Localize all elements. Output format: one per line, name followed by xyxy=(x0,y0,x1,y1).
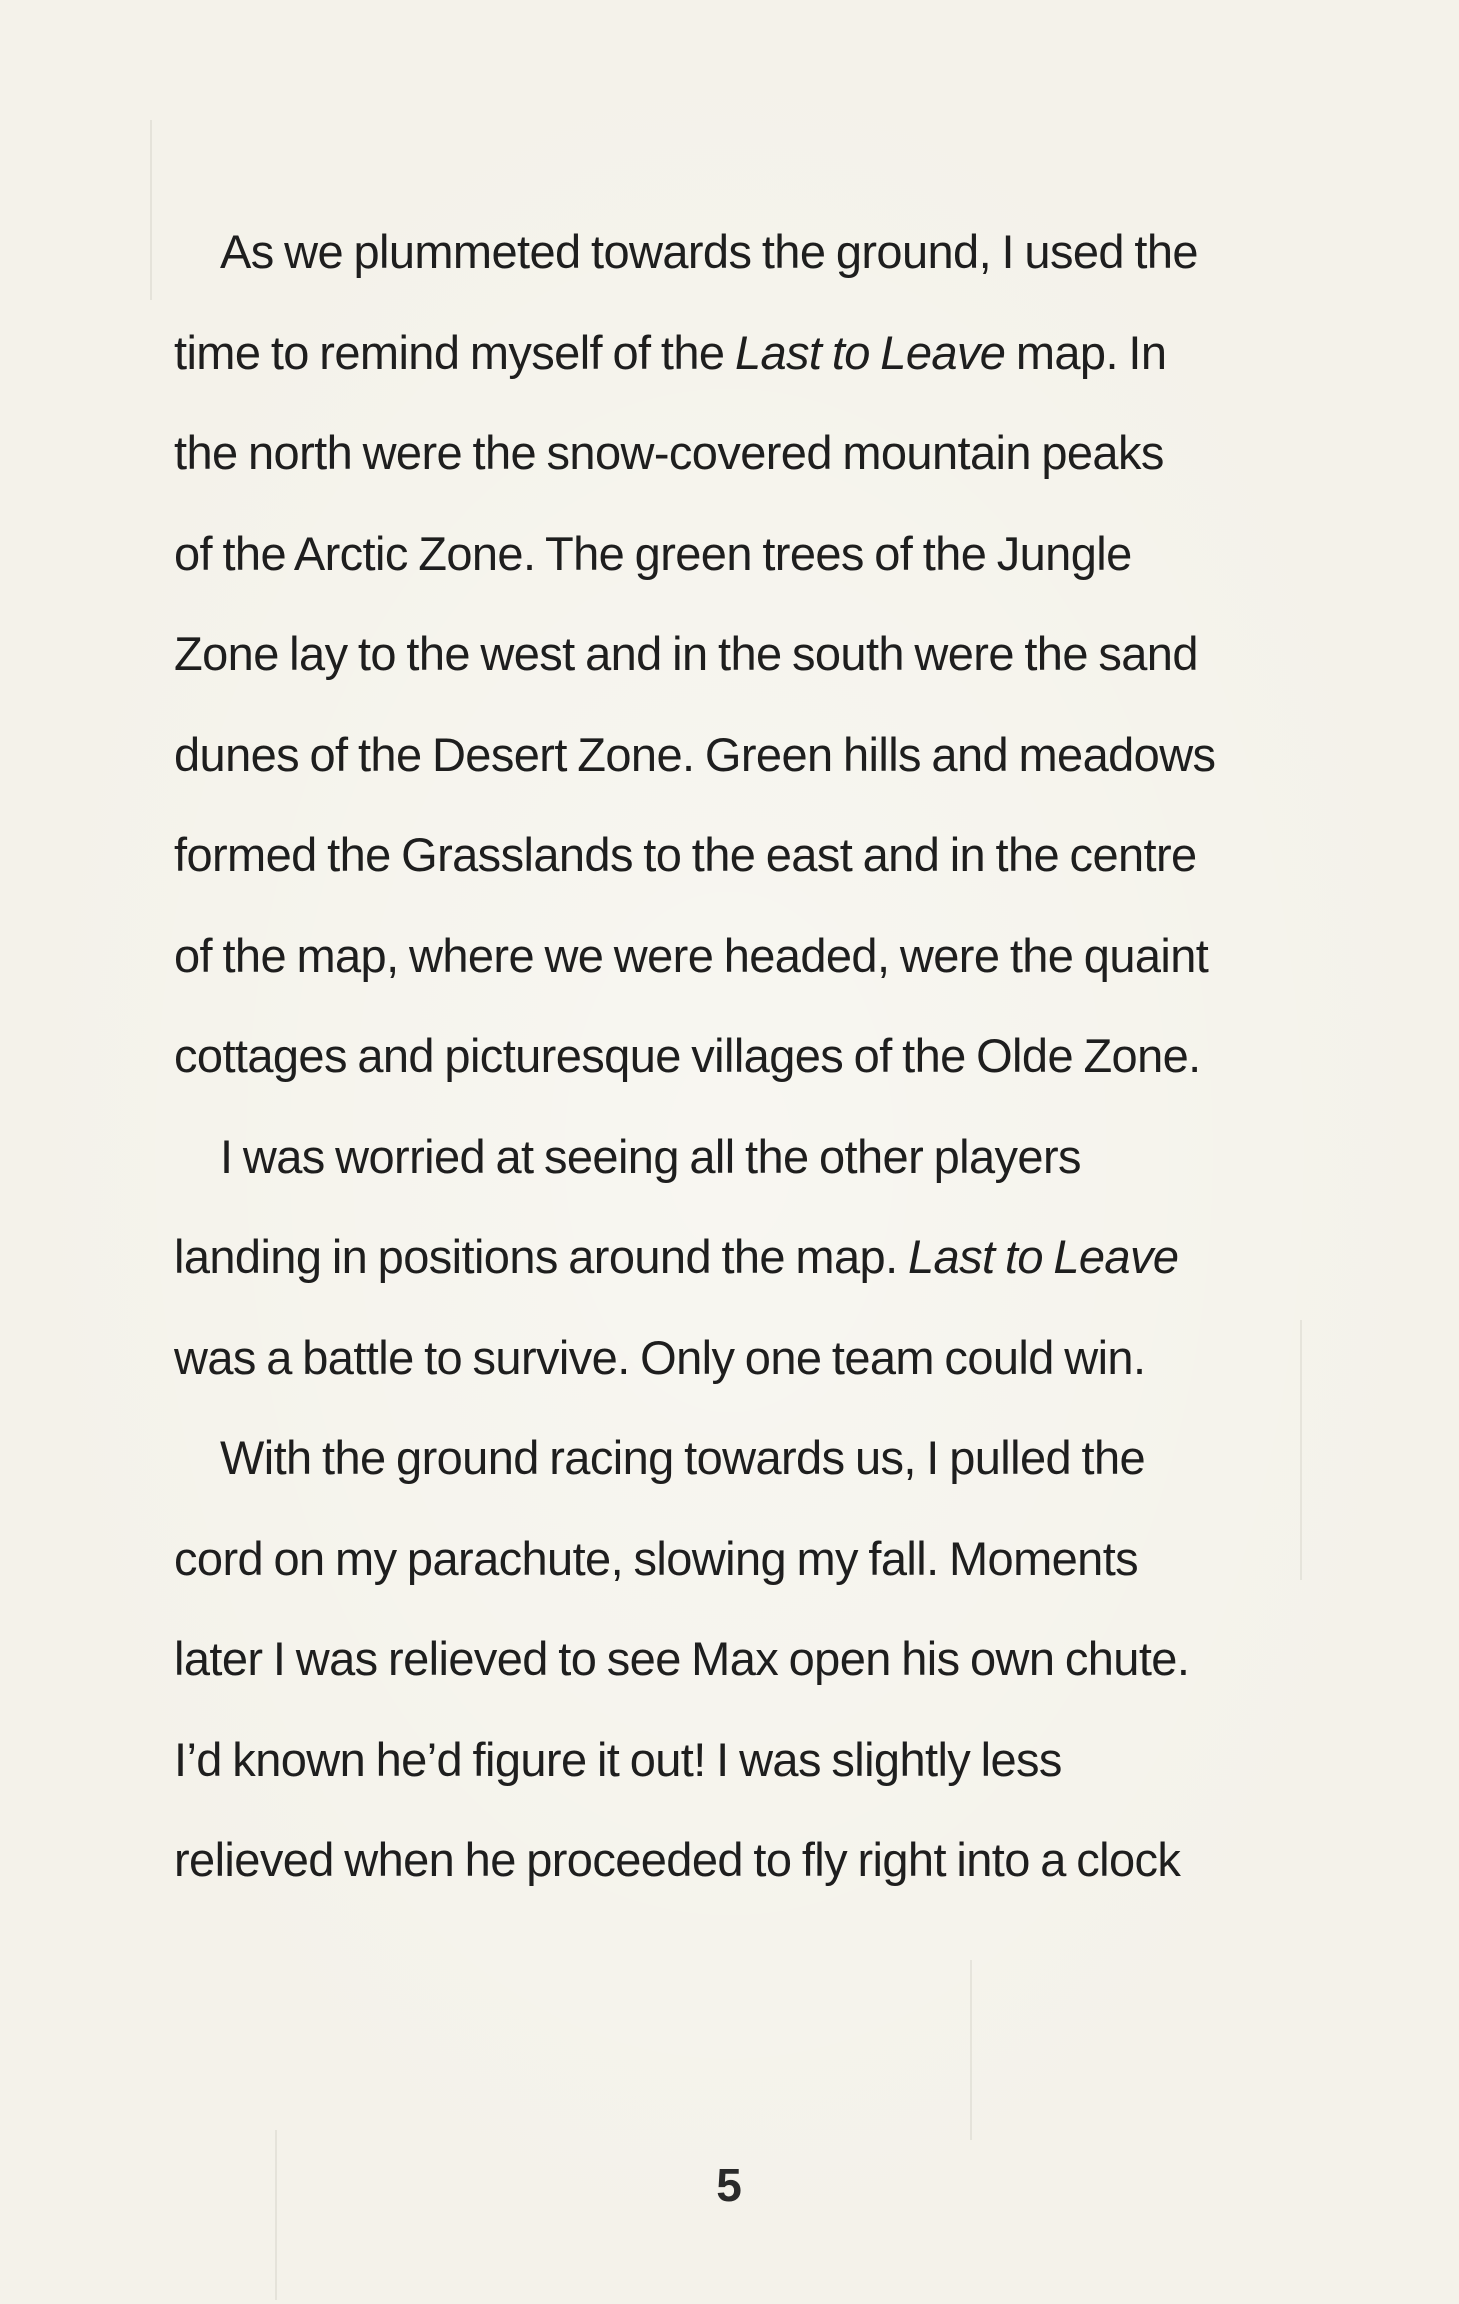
text-run: time to remind myself of the xyxy=(174,325,735,379)
scan-mark xyxy=(275,2130,277,2300)
text-run: cord on my parachute, slowing my fall. Moments xyxy=(174,1531,1139,1585)
scan-mark xyxy=(150,120,152,300)
paragraph-line xyxy=(174,1525,1314,1626)
page-number: 5 xyxy=(716,2159,743,2211)
text-run: map. In xyxy=(1005,325,1167,379)
text-run: the north were the snow-covered mountain peaks xyxy=(174,426,1164,479)
book-title-italic: Last to Leave xyxy=(734,325,1006,379)
paragraph-line xyxy=(174,1726,1314,1827)
paragraph-line xyxy=(174,620,1314,721)
text-run: With the ground racing towards us, I pulled the xyxy=(220,1431,1146,1484)
paragraph-line xyxy=(174,922,1314,1023)
text-run: later I was relieved to see Max open his own chute. xyxy=(174,1632,1190,1685)
text-run: I was worried at seeing all the other players xyxy=(220,1129,1081,1183)
paragraph-first-line xyxy=(174,1424,1314,1525)
paragraph-line xyxy=(174,1625,1314,1726)
book-title-italic: Last to Leave xyxy=(907,1230,1179,1283)
paragraph-line xyxy=(174,1223,1314,1324)
paragraph-line xyxy=(174,419,1314,520)
text-run: of the map, where we were headed, were the quaint xyxy=(174,928,1209,982)
paragraph-line xyxy=(174,1324,1314,1425)
text-run: cottages and picturesque villages of the Olde Zone. xyxy=(174,1029,1201,1082)
paragraph-line xyxy=(174,821,1314,922)
text-run: dunes of the Desert Zone. Green hills and meadows xyxy=(174,727,1216,781)
paragraph-line xyxy=(174,721,1314,822)
text-run: was a battle to survive. Only one team could win. xyxy=(174,1330,1146,1384)
paragraph-first-line xyxy=(174,218,1314,319)
paragraph-line xyxy=(174,319,1314,420)
paragraph-first-line xyxy=(174,1123,1314,1224)
text-run: of the Arctic Zone. The green trees of the Jungle xyxy=(174,526,1132,580)
paragraph-line xyxy=(174,1022,1314,1123)
scan-mark xyxy=(970,1960,972,2140)
text-run: As we plummeted towards the ground, I used the xyxy=(220,225,1198,278)
text-run: I’d known he’d figure it out! I was slightly less xyxy=(174,1732,1062,1786)
body-text xyxy=(174,218,1314,1927)
paragraph-line xyxy=(174,1826,1314,1927)
text-run: Zone lay to the west and in the south were the sand xyxy=(174,627,1198,680)
text-run: landing in positions around the map. xyxy=(174,1230,908,1283)
text-run: formed the Grasslands to the east and in the centre xyxy=(174,828,1197,881)
paragraph-line xyxy=(174,520,1314,621)
text-run: relieved when he proceeded to fly right into a clock xyxy=(174,1833,1181,1886)
